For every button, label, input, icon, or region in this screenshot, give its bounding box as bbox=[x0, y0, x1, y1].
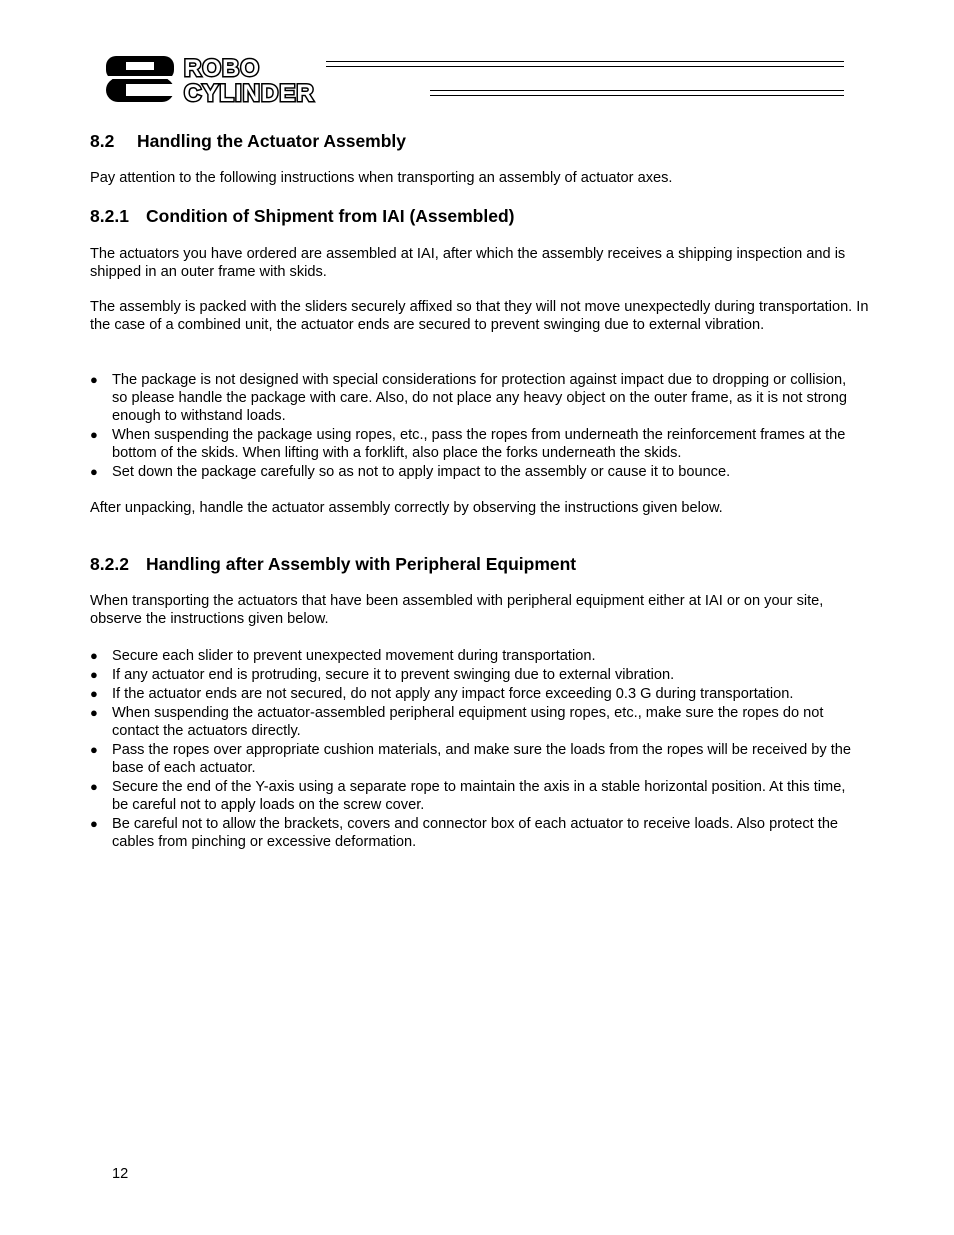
list-item bbox=[90, 426, 860, 462]
bullet-icon: ● bbox=[90, 464, 98, 479]
list-item-text: When suspending the package using ropes, etc., pass the ropes from underneath the reinforcement frames at the bottom of the skids. When lifting with a forklift, also place the forks underneath the skids. bbox=[112, 427, 846, 461]
header-rule-bottom-2 bbox=[430, 95, 844, 96]
paragraph: After unpacking, handle the actuator assembly correctly by observing the instructions given below. bbox=[90, 500, 723, 516]
list-item-text: The package is not designed with special considerations for protection against impact due to dropping or collision, so please handle the package with care. Also, do not place any heavy object on the outer frame, as it is not strong enough to withstand loads. bbox=[112, 372, 848, 424]
rc-mark-icon bbox=[104, 56, 176, 102]
list-item-text: Pass the ropes over appropriate cushion materials, and make sure the loads from the ropes will be received by the base of each actuator. bbox=[112, 742, 851, 776]
header-rule-bottom-1 bbox=[430, 90, 844, 91]
bullet-icon: ● bbox=[90, 372, 98, 387]
bullet-list bbox=[90, 647, 860, 852]
list-item bbox=[90, 815, 860, 851]
list-item-text: When suspending the actuator-assembled peripheral equipment using ropes, etc., make sure the ropes do not contact the actuators directly. bbox=[112, 705, 824, 739]
paragraph: The actuators you have ordered are assembled at IAI, after which the assembly receives a shipping inspection and is shipped in an outer frame with skids. bbox=[90, 246, 846, 280]
section-number: 8.2.1 bbox=[90, 206, 129, 226]
header-rule-top-2 bbox=[326, 66, 844, 67]
list-item-text: Secure the end of the Y-axis using a separate rope to maintain the axis in a stable horizontal position. At this time, be careful not to apply loads on the screw cover. bbox=[112, 779, 846, 813]
list-item bbox=[90, 741, 860, 777]
page-number: 12 bbox=[112, 1166, 129, 1182]
bullet-icon: ● bbox=[90, 667, 98, 682]
list-item-text: If any actuator end is protruding, secure it to prevent swinging due to external vibration. bbox=[112, 667, 675, 683]
list-item-text: Secure each slider to prevent unexpected movement during transportation. bbox=[112, 648, 596, 664]
logo-text-robo: ROBO bbox=[184, 55, 260, 82]
section-heading-8-2 bbox=[90, 130, 406, 152]
section-title: Handling after Assembly with Peripheral Equipment bbox=[146, 554, 577, 574]
logo-text-cylinder: CYLINDER bbox=[184, 80, 315, 104]
header-rule-top-1 bbox=[326, 61, 844, 62]
list-item bbox=[90, 666, 860, 684]
paragraph: Pay attention to the following instructions when transporting an assembly of actuator axes. bbox=[90, 170, 673, 186]
bullet-icon: ● bbox=[90, 816, 98, 831]
list-item-text: Be careful not to allow the brackets, covers and connector box of each actuator to receive loads. Also protect the cables from pinching or excessive deformation. bbox=[112, 816, 839, 850]
list-item-text: Set down the package carefully so as not to apply impact to the assembly or cause it to bounce. bbox=[112, 464, 731, 480]
bullet-icon: ● bbox=[90, 742, 98, 757]
list-item bbox=[90, 463, 860, 481]
list-item bbox=[90, 685, 860, 703]
list-item bbox=[90, 371, 860, 425]
bullet-icon: ● bbox=[90, 648, 98, 663]
list-item bbox=[90, 647, 860, 665]
section-number: 8.2 bbox=[90, 131, 115, 151]
list-item bbox=[90, 704, 860, 740]
bullet-icon: ● bbox=[90, 427, 98, 442]
robo-cylinder-logo bbox=[104, 52, 422, 104]
section-heading-8-2-1 bbox=[90, 205, 514, 227]
bullet-icon: ● bbox=[90, 686, 98, 701]
list-item bbox=[90, 778, 860, 814]
list-item-text: If the actuator ends are not secured, do not apply any impact force exceeding 0.3 G during transportation. bbox=[112, 686, 794, 702]
bullet-icon: ● bbox=[90, 779, 98, 794]
section-number: 8.2.2 bbox=[90, 554, 129, 574]
section-heading-8-2-2 bbox=[90, 553, 576, 575]
paragraph: When transporting the actuators that have been assembled with peripheral equipment either at IAI or on your site, observe the instructions given below. bbox=[90, 593, 824, 627]
paragraph: The assembly is packed with the sliders securely affixed so that they will not move unexpectedly during transportation. In the case of a combined unit, the actuator ends are secured to prevent swinging due to external vibration. bbox=[90, 299, 869, 333]
bullet-list bbox=[90, 371, 860, 482]
section-title: Condition of Shipment from IAI (Assembled) bbox=[146, 206, 515, 226]
section-title: Handling the Actuator Assembly bbox=[137, 131, 407, 151]
bullet-icon: ● bbox=[90, 705, 98, 720]
